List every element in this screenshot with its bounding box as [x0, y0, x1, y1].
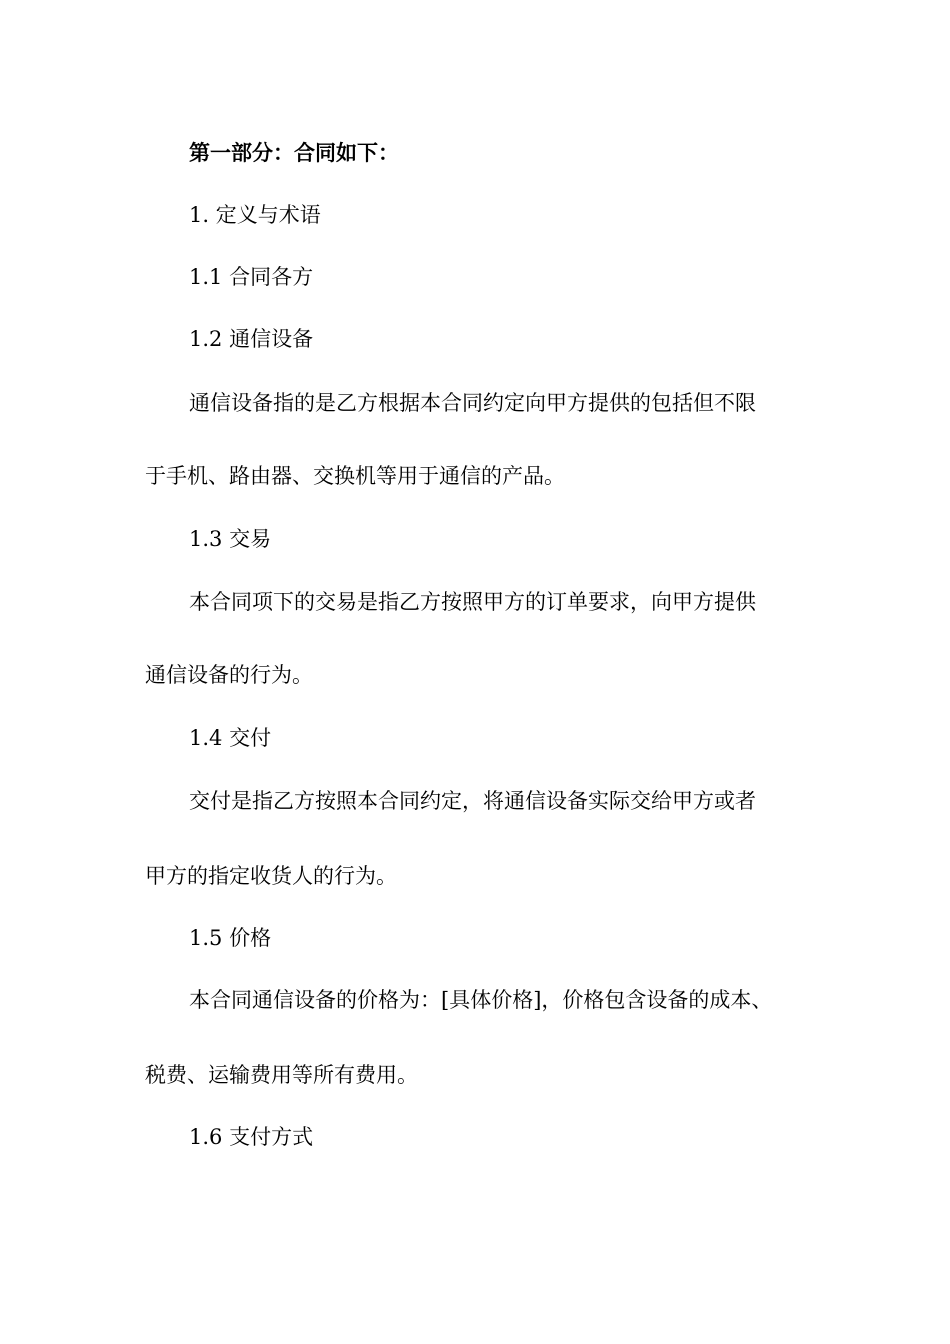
section-1-3-body-line-2: 通信设备的行为。 [145, 663, 313, 687]
section-1-3-title: 1.3 交易 [189, 527, 272, 551]
section-1-6-title: 1.6 支付方式 [189, 1125, 314, 1149]
section-1-2-title: 1.2 通信设备 [189, 327, 314, 351]
section-1-2-body-line-2: 于手机、路由器、交换机等用于通信的产品。 [145, 464, 565, 488]
section-1-5-body-line-2: 税费、运输费用等所有费用。 [145, 1063, 418, 1087]
section-1-title: 1. 定义与术语 [189, 203, 321, 227]
section-1-4-body-line-2: 甲方的指定收货人的行为。 [145, 864, 397, 888]
section-1-3-body-line-1: 本合同项下的交易是指乙方按照甲方的订单要求，向甲方提供 [189, 590, 756, 614]
section-1-2-body-line-1: 通信设备指的是乙方根据本合同约定向甲方提供的包括但不限 [189, 391, 756, 415]
section-1-4-body-line-1: 交付是指乙方按照本合同约定，将通信设备实际交给甲方或者 [189, 789, 756, 813]
section-1-5-title: 1.5 价格 [189, 926, 272, 950]
section-1-5-body-line-1: 本合同通信设备的价格为：[具体价格]，价格包含设备的成本、 [189, 988, 773, 1012]
section-1-1-title: 1.1 合同各方 [189, 265, 314, 289]
section-1-4-title: 1.4 交付 [189, 726, 272, 750]
document-heading: 第一部分：合同如下： [189, 140, 399, 165]
